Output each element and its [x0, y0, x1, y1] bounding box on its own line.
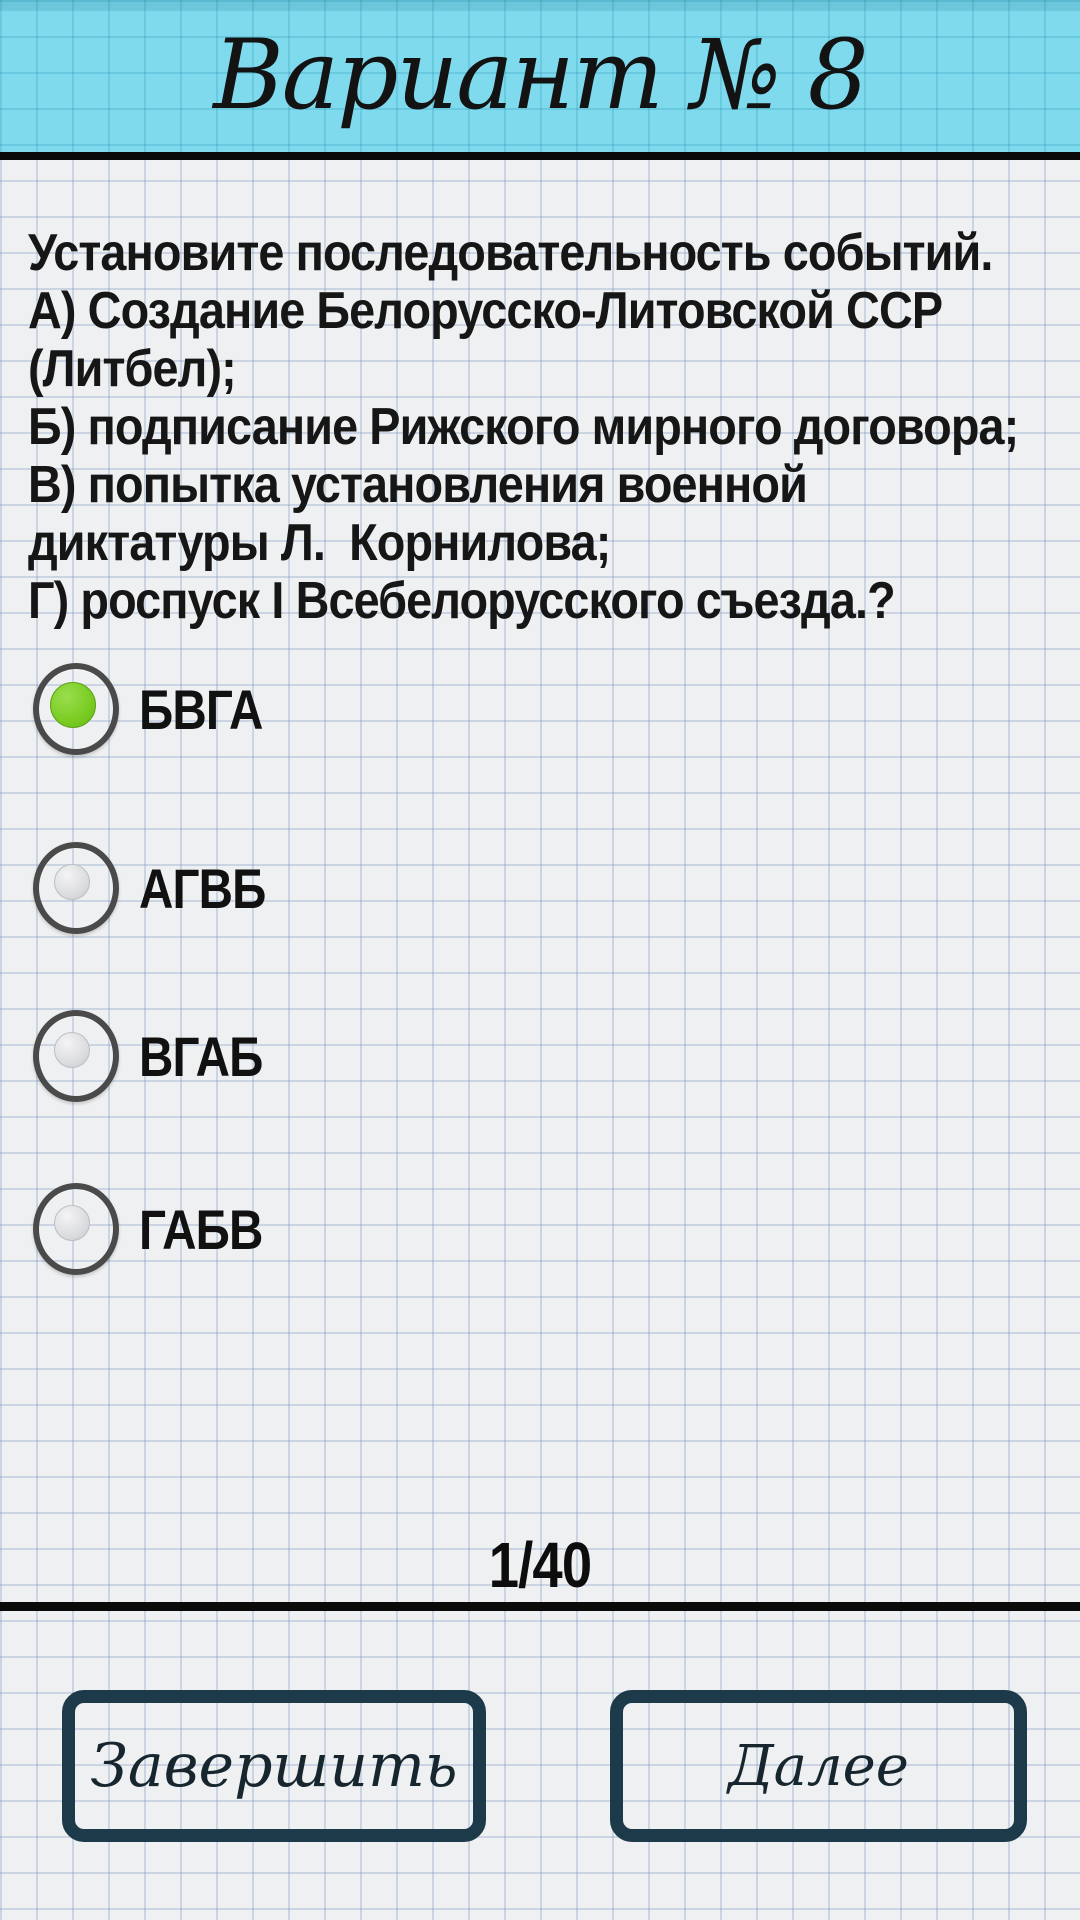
question-line: В) попытка установления военной	[28, 456, 807, 514]
question-line: Г) роспуск I Всебелорусского съезда.?	[28, 572, 895, 630]
radio-button-icon[interactable]	[33, 1183, 119, 1275]
header-divider	[0, 152, 1080, 160]
question-line: Б) подписание Рижского мирного договора;	[28, 398, 1019, 456]
option-label: ВГАБ	[139, 1024, 263, 1088]
answer-option-3[interactable]	[33, 1010, 284, 1102]
question-line: А) Создание Белорусско-Литовской ССР	[28, 282, 943, 340]
page-indicator: 1/40	[488, 1529, 592, 1601]
variant-title: Вариант № 8	[213, 19, 867, 131]
question-line: Установите последовательность событий.	[28, 224, 993, 282]
footer-divider	[0, 1602, 1080, 1611]
answer-option-2[interactable]	[33, 842, 288, 934]
option-label: ГАБВ	[139, 1197, 263, 1261]
header	[0, 0, 1080, 152]
question-line: диктатуры Л. Корнилова;	[28, 514, 611, 572]
finish-button[interactable]	[62, 1690, 486, 1842]
radio-dot	[54, 864, 90, 900]
radio-dot	[50, 682, 96, 728]
radio-dot	[54, 1032, 90, 1068]
radio-dot	[54, 1205, 90, 1241]
finish-button-label: Завершить	[90, 1731, 458, 1801]
next-button[interactable]	[610, 1690, 1027, 1842]
radio-button-icon[interactable]	[33, 663, 119, 755]
answer-option-4[interactable]	[33, 1183, 284, 1275]
radio-button-icon[interactable]	[33, 1010, 119, 1102]
radio-button-icon[interactable]	[33, 842, 119, 934]
option-label: АГВБ	[139, 856, 266, 920]
answer-option-1[interactable]	[33, 663, 284, 755]
next-button-label: Далее	[728, 1733, 909, 1799]
question-line: (Литбел);	[28, 340, 236, 398]
option-label: БВГА	[139, 677, 263, 741]
question-text	[28, 224, 1058, 630]
